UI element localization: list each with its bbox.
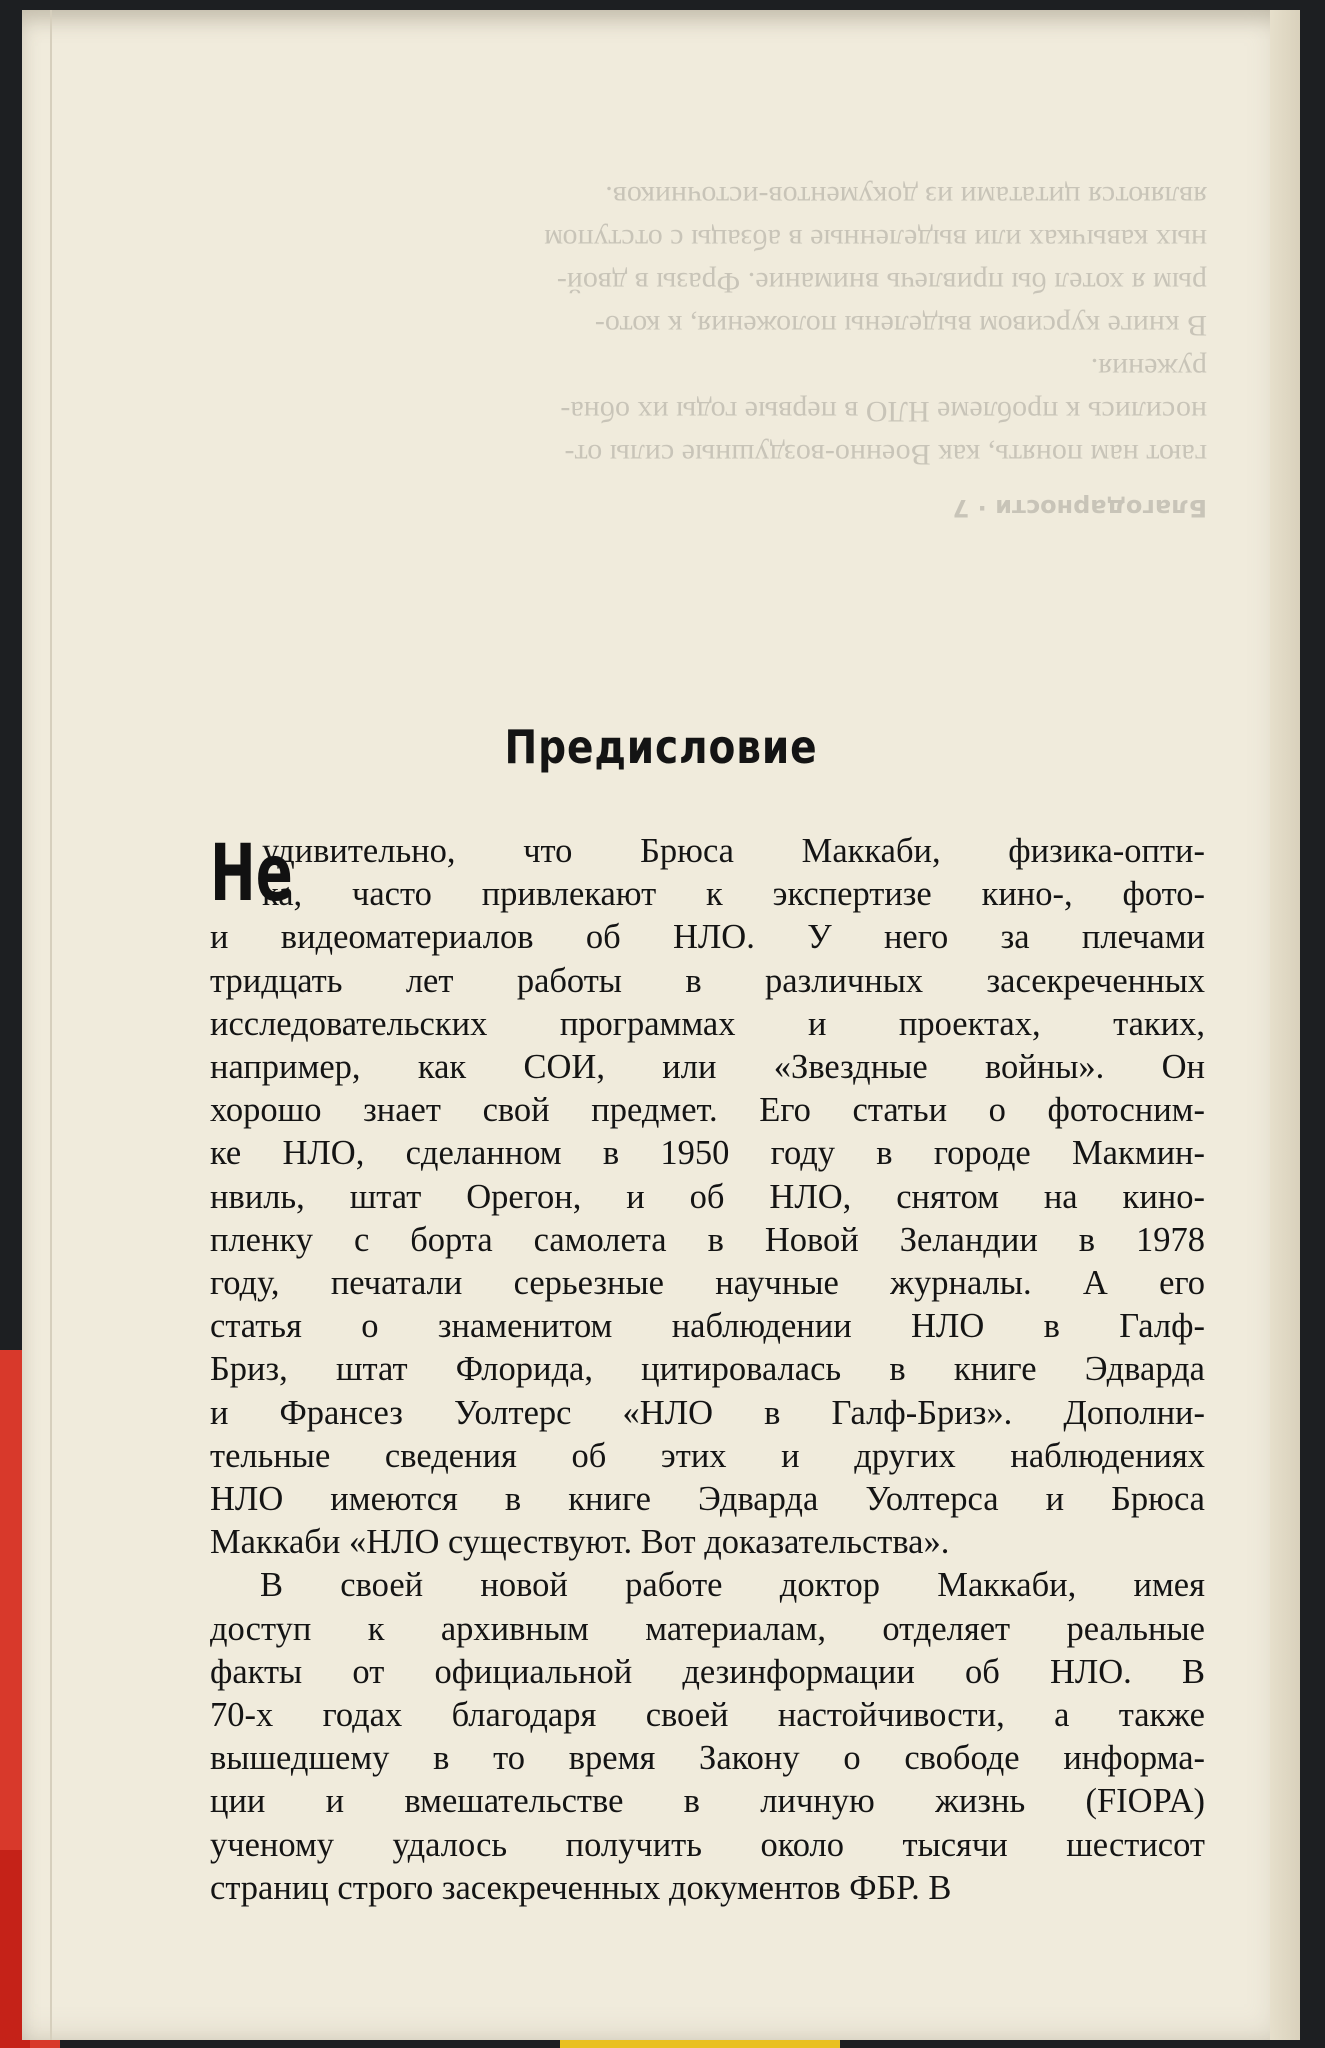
bleed-line: носились к проблеме НЛО в первые годы их обна- — [560, 395, 1207, 428]
text-line: например, как СОИ, или «Звездные войны». Он — [210, 1048, 1205, 1087]
text-line: нвиль, штат Орегон, и об НЛО, снятом на кино- — [210, 1177, 1205, 1216]
bleed-line: В книге курсивом выделены положения, к кото- — [594, 309, 1207, 342]
text-line: тридцать лет работы в различных засекреченных — [210, 961, 1205, 1000]
text-line: и Франсез Уолтерс «НЛО в Галф-Бриз». Дополни- — [210, 1393, 1205, 1432]
chapter-title: Предисловие — [504, 720, 818, 774]
paragraph-2 — [210, 1564, 1205, 1910]
dropcap-container — [210, 829, 293, 919]
page-fold-line — [50, 10, 52, 2040]
text-line: ка, часто привлекают к экспертизе кино-, фото- — [262, 875, 1205, 914]
text-line: В своей новой работе доктор Маккаби, имея — [260, 1566, 1205, 1605]
text-line: хорошо знает свой предмет. Его статьи о фотосним- — [210, 1091, 1205, 1130]
text-line: доступ к архивным материалам, отделяет реальные — [210, 1609, 1205, 1648]
text-line: и видеоматериалов об НЛО. У него за плечами — [210, 918, 1205, 957]
text-line: тельные сведения об этих и других наблюдениях — [210, 1436, 1205, 1475]
text-line: Маккаби «НЛО существуют. Вот доказательства». — [210, 1523, 950, 1562]
dropcap: Не — [210, 829, 293, 919]
text-line: исследовательских программах и проектах, таких, — [210, 1004, 1205, 1043]
bleed-line: гают нам понять, как Военно-воздушные силы от- — [564, 438, 1207, 471]
text-line: Бриз, штат Флорида, цитировалась в книге Эдварда — [210, 1350, 1205, 1389]
text-line: факты от официальной дезинформации об НЛО. В — [210, 1652, 1205, 1691]
page-edge — [1270, 10, 1300, 2040]
text-line: вышедшему в то время Закону о свободе информа- — [210, 1739, 1205, 1778]
bleed-line: ных кавычках или выделенные в абзацы с отступом — [544, 223, 1207, 256]
body-text — [210, 830, 1205, 1910]
text-line: ке НЛО, сделанном в 1950 году в городе Макмин- — [210, 1134, 1205, 1173]
bleed-line: ружения. — [1090, 352, 1207, 385]
bleed-through-text — [217, 175, 1207, 529]
text-line: страниц строго засекреченных документов ФБР. В — [210, 1868, 952, 1907]
text-line: 70-х годах благодаря своей настойчивости, а также — [210, 1696, 1205, 1735]
book-page — [22, 10, 1300, 2040]
paragraph-1 — [210, 830, 1205, 1564]
text-line: НЛО имеются в книге Эдварда Уолтерса и Брюса — [210, 1480, 1205, 1519]
text-line: ученому удалось получить около тысячи шестисот — [210, 1825, 1205, 1864]
bleed-line: рым я хотел бы привлечь внимание. Фразы в двой- — [556, 266, 1207, 299]
text-line: статья о знаменитом наблюдении НЛО в Галф- — [210, 1307, 1205, 1346]
bleed-line: являются цитатами из документов-источников. — [605, 180, 1207, 213]
bleed-through-header: Благодарности · 7 — [952, 494, 1207, 522]
text-line: пленку с борта самолета в Новой Зеландии в 1978 — [210, 1220, 1205, 1259]
text-line: удивительно, что Брюса Маккаби, физика-опти- — [262, 832, 1205, 870]
text-line: году, печатали серьезные научные журналы. А его — [210, 1264, 1205, 1303]
text-line: ции и вмешательстве в личную жизнь (FIOPA) — [210, 1782, 1205, 1821]
